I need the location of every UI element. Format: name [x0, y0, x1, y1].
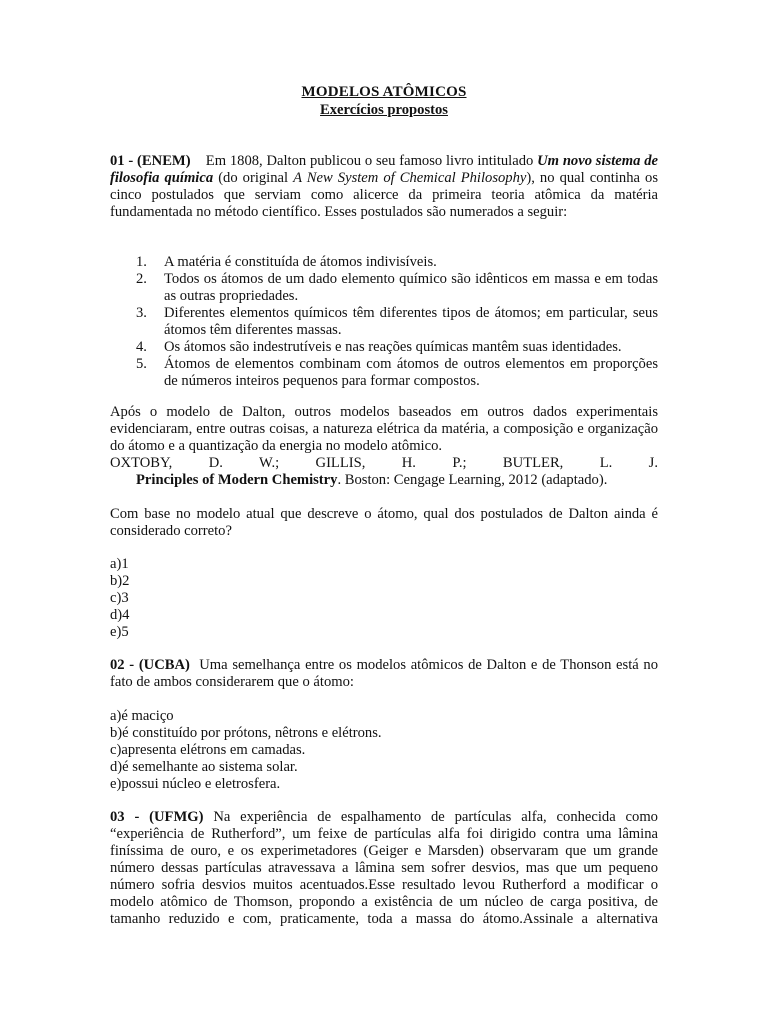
postulates-list — [110, 254, 658, 390]
question-01-intro-a: Em 1808, Dalton publicou o seu famoso livro intitulado — [205, 153, 534, 169]
book-title-en: A New System of Chemical Philosophy — [293, 170, 527, 186]
list-item-text: Os átomos são indestrutíveis e nas reações químicas mantêm suas identidades. — [164, 339, 622, 355]
reference-authors: OXTOBY, D. W.; GILLIS, H. P.; BUTLER, L. J. — [110, 455, 658, 471]
question-03-number: 03 - (UFMG) — [110, 809, 204, 825]
option-d: d)4 — [110, 607, 130, 623]
option-e: e)5 — [110, 624, 129, 640]
question-03-prompt — [110, 809, 658, 928]
question-02-number: 02 - (UCBA) — [110, 657, 190, 673]
list-item-text: A matéria é constituída de átomos indivisíveis. — [164, 254, 437, 270]
question-01-context: Após o modelo de Dalton, outros modelos baseados em outros dados experimentais evidenciaram, entre outras coisas, a natureza elétrica da matéria, a composição e organização do átomo e a quantização da energia no modelo atômico. — [110, 404, 658, 454]
option-b: b)2 — [110, 573, 130, 589]
list-item-text: Todos os átomos de um dado elemento químico são idênticos em massa e em todas as outras propriedades. — [164, 271, 658, 304]
list-item-number: 1. — [136, 254, 147, 270]
page-subtitle: Exercícios propostos — [320, 102, 448, 118]
page-title: MODELOS ATÔMICOS — [301, 84, 467, 100]
list-item — [110, 305, 658, 339]
list-item-text: Diferentes elementos químicos têm diferentes tipos de átomos; em particular, seus átomos têm diferentes massas. — [164, 305, 658, 338]
list-item — [110, 254, 658, 271]
question-02-text: Uma semelhança entre os modelos atômicos de Dalton e de Thonson está no fato de ambos considerarem que o átomo: — [110, 657, 659, 690]
question-03-text: Na experiência de espalhamento de partículas alfa, conhecida como “experiência de Rutherford”, um feixe de partículas alfa foi dirigido contra uma lâmina finíssima de ouro, e os experimetadores (Geiger e Marsden) observaram que um grande número dessas partículas atravessava a lâmina sem sofrer desvios, mas que um pequeno número sofria desvios muitos acentuados.Esse resultado levou Rutherford a modificar o modelo atômico de Thomson, propondo a existência de um núcleo de carga positiva, de tamanho reduzido e com, praticamente, toda a massa do átomo.Assinale a alternativa — [110, 809, 658, 927]
reference-source — [110, 472, 658, 489]
option-c: c)apresenta elétrons em camadas. — [110, 742, 306, 758]
question-01-options — [110, 556, 129, 641]
question-01-intro-b: (do original — [218, 170, 289, 186]
question-02-prompt — [110, 657, 658, 691]
list-item-number: 5. — [136, 356, 147, 372]
question-02-options — [110, 708, 382, 793]
list-item — [110, 271, 658, 305]
question-01-intro-c: ), no qual continha os cinco postulados que serviam como alicerce da primeira teoria atômica da matéria fundamentada no método científico. Esses postulados são numerados a seguir: — [110, 170, 658, 220]
book-title-pt: Um novo sistema de filosofia química — [110, 153, 658, 186]
option-c: c)3 — [110, 590, 129, 606]
list-item-text: Átomos de elementos combinam com átomos de outros elementos em proporções de números inteiros pequenos para formar compostos. — [164, 356, 658, 389]
list-item — [110, 356, 658, 390]
reference-book-title: Principles of Modern Chemistry — [136, 472, 338, 488]
option-a: a)1 — [110, 556, 129, 572]
reference-publisher: . Boston: Cengage Learning, 2012 (adaptado). — [337, 472, 608, 488]
question-01-prompt: Com base no modelo atual que descreve o átomo, qual dos postulados de Dalton ainda é considerado correto? — [110, 506, 658, 539]
list-item-number: 2. — [136, 271, 147, 287]
option-b: b)é constituído por prótons, nêtrons e elétrons. — [110, 725, 382, 741]
list-item — [110, 339, 658, 356]
list-item-number: 3. — [136, 305, 147, 321]
option-a: a)é maciço — [110, 708, 174, 724]
list-item-number: 4. — [136, 339, 147, 355]
question-01-number: 01 - (ENEM) — [110, 153, 191, 169]
option-e: e)possui núcleo e eletrosfera. — [110, 776, 281, 792]
option-d: d)é semelhante ao sistema solar. — [110, 759, 298, 775]
question-01-intro — [110, 153, 658, 221]
